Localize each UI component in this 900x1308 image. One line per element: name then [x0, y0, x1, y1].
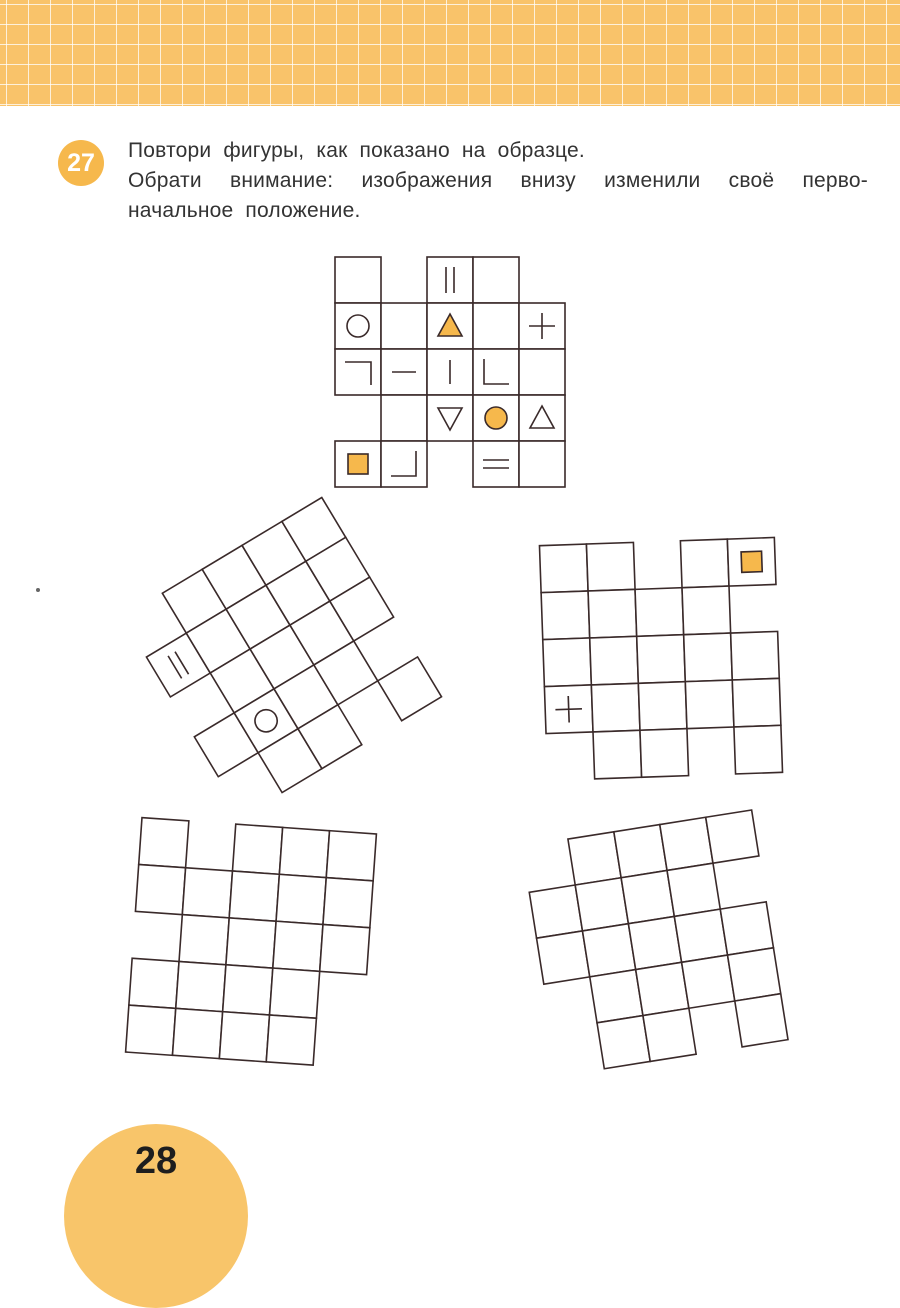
grid-cell[interactable] — [543, 638, 592, 687]
grid-cell[interactable] — [635, 588, 684, 637]
grid-cell[interactable] — [279, 827, 329, 877]
grid-cell[interactable] — [637, 635, 686, 684]
grid-cell[interactable] — [223, 965, 273, 1015]
grid-cell[interactable] — [219, 1012, 269, 1062]
grid-cell[interactable] — [273, 921, 323, 971]
grid-cell[interactable] — [685, 680, 734, 729]
grid-cell[interactable] — [266, 1015, 316, 1065]
grid-figure-rotated-half — [522, 810, 788, 1076]
square-filled-icon — [741, 551, 762, 572]
grid-cell[interactable] — [276, 874, 326, 924]
grid-cell[interactable] — [232, 824, 282, 874]
grid-cell[interactable] — [335, 303, 381, 349]
grid-cell[interactable] — [660, 817, 713, 870]
grid-cell[interactable] — [590, 636, 639, 685]
instruction-line-2: Обрати внимание: изображения внизу изменили своё перво- — [128, 169, 868, 192]
grid-cell[interactable] — [323, 878, 373, 928]
grid-cell[interactable] — [381, 303, 427, 349]
grid-cell[interactable] — [638, 682, 687, 731]
grid-cell[interactable] — [597, 1016, 650, 1069]
circle-filled-icon — [485, 407, 507, 429]
grid-cell[interactable] — [519, 395, 565, 441]
grid-cell[interactable] — [519, 349, 565, 395]
square-filled-icon — [348, 454, 368, 474]
print-speck — [36, 588, 40, 592]
grid-cell[interactable] — [126, 1005, 176, 1055]
grid-cell[interactable] — [682, 586, 731, 635]
grid-cell[interactable] — [473, 441, 519, 487]
grid-figure-sample — [335, 257, 565, 487]
grid-cell[interactable] — [731, 631, 780, 680]
grid-cell[interactable] — [529, 885, 582, 938]
grid-cell[interactable] — [135, 864, 185, 914]
grid-cell[interactable] — [614, 825, 667, 878]
grid-cell[interactable] — [270, 968, 320, 1018]
grid-cell[interactable] — [636, 962, 689, 1015]
grid-cell[interactable] — [591, 683, 640, 732]
grid-cell[interactable] — [537, 931, 590, 984]
grid-cell[interactable] — [621, 870, 674, 923]
grid-cell[interactable] — [473, 303, 519, 349]
grid-cell[interactable] — [179, 915, 229, 965]
grid-cell[interactable] — [378, 657, 442, 721]
grid-cell[interactable] — [320, 924, 370, 974]
grid-cell[interactable] — [706, 810, 759, 863]
grid-cell[interactable] — [680, 539, 729, 588]
grid-cell[interactable] — [226, 918, 276, 968]
grid-cell[interactable] — [720, 902, 773, 955]
grid-cell[interactable] — [568, 832, 621, 885]
instruction-line-1: Повтори фигуры, как показано на образце. — [128, 139, 585, 162]
grid-cell[interactable] — [519, 441, 565, 487]
grid-cell[interactable] — [735, 994, 788, 1047]
grid-cell[interactable] — [728, 948, 781, 1001]
instruction-line-3: начальное положение. — [128, 199, 361, 222]
grid-cell[interactable] — [593, 730, 642, 779]
page-number: 28 — [134, 1140, 178, 1182]
grid-cell[interactable] — [473, 257, 519, 303]
grid-cell[interactable] — [590, 970, 643, 1023]
grid-figure-rotated-cw — [539, 537, 782, 780]
grid-cell[interactable] — [381, 395, 427, 441]
grid-cell[interactable] — [129, 958, 179, 1008]
task-number-badge: 27 — [58, 140, 104, 186]
grid-cell[interactable] — [229, 871, 279, 921]
grid-cell[interactable] — [582, 924, 635, 977]
grid-cell[interactable] — [473, 349, 519, 395]
grid-cell[interactable] — [139, 818, 189, 868]
grid-cell[interactable] — [427, 395, 473, 441]
grid-cell[interactable] — [326, 831, 376, 881]
grid-cell[interactable] — [539, 544, 588, 593]
grid-figure-flipped — [126, 818, 377, 1069]
grid-cell[interactable] — [182, 868, 232, 918]
grid-cell[interactable] — [541, 591, 590, 640]
grid-cell[interactable] — [682, 955, 735, 1008]
grid-cell[interactable] — [575, 878, 628, 931]
grid-cell[interactable] — [381, 441, 427, 487]
grid-cell[interactable] — [172, 1008, 222, 1058]
grid-figure-rotated-ccw — [122, 497, 441, 816]
grid-cell[interactable] — [335, 257, 381, 303]
grid-cell[interactable] — [734, 725, 783, 774]
grid-cell[interactable] — [588, 589, 637, 638]
grid-cell[interactable] — [628, 916, 681, 969]
grid-cell[interactable] — [732, 678, 781, 727]
grid-cell[interactable] — [335, 349, 381, 395]
grid-cell[interactable] — [640, 729, 689, 778]
grid-cell[interactable] — [674, 909, 727, 962]
grid-cell[interactable] — [176, 962, 226, 1012]
grid-cell[interactable] — [643, 1008, 696, 1061]
grid-cell[interactable] — [684, 633, 733, 682]
grid-cell[interactable] — [427, 257, 473, 303]
grid-cell[interactable] — [667, 863, 720, 916]
grid-cell[interactable] — [586, 542, 635, 591]
